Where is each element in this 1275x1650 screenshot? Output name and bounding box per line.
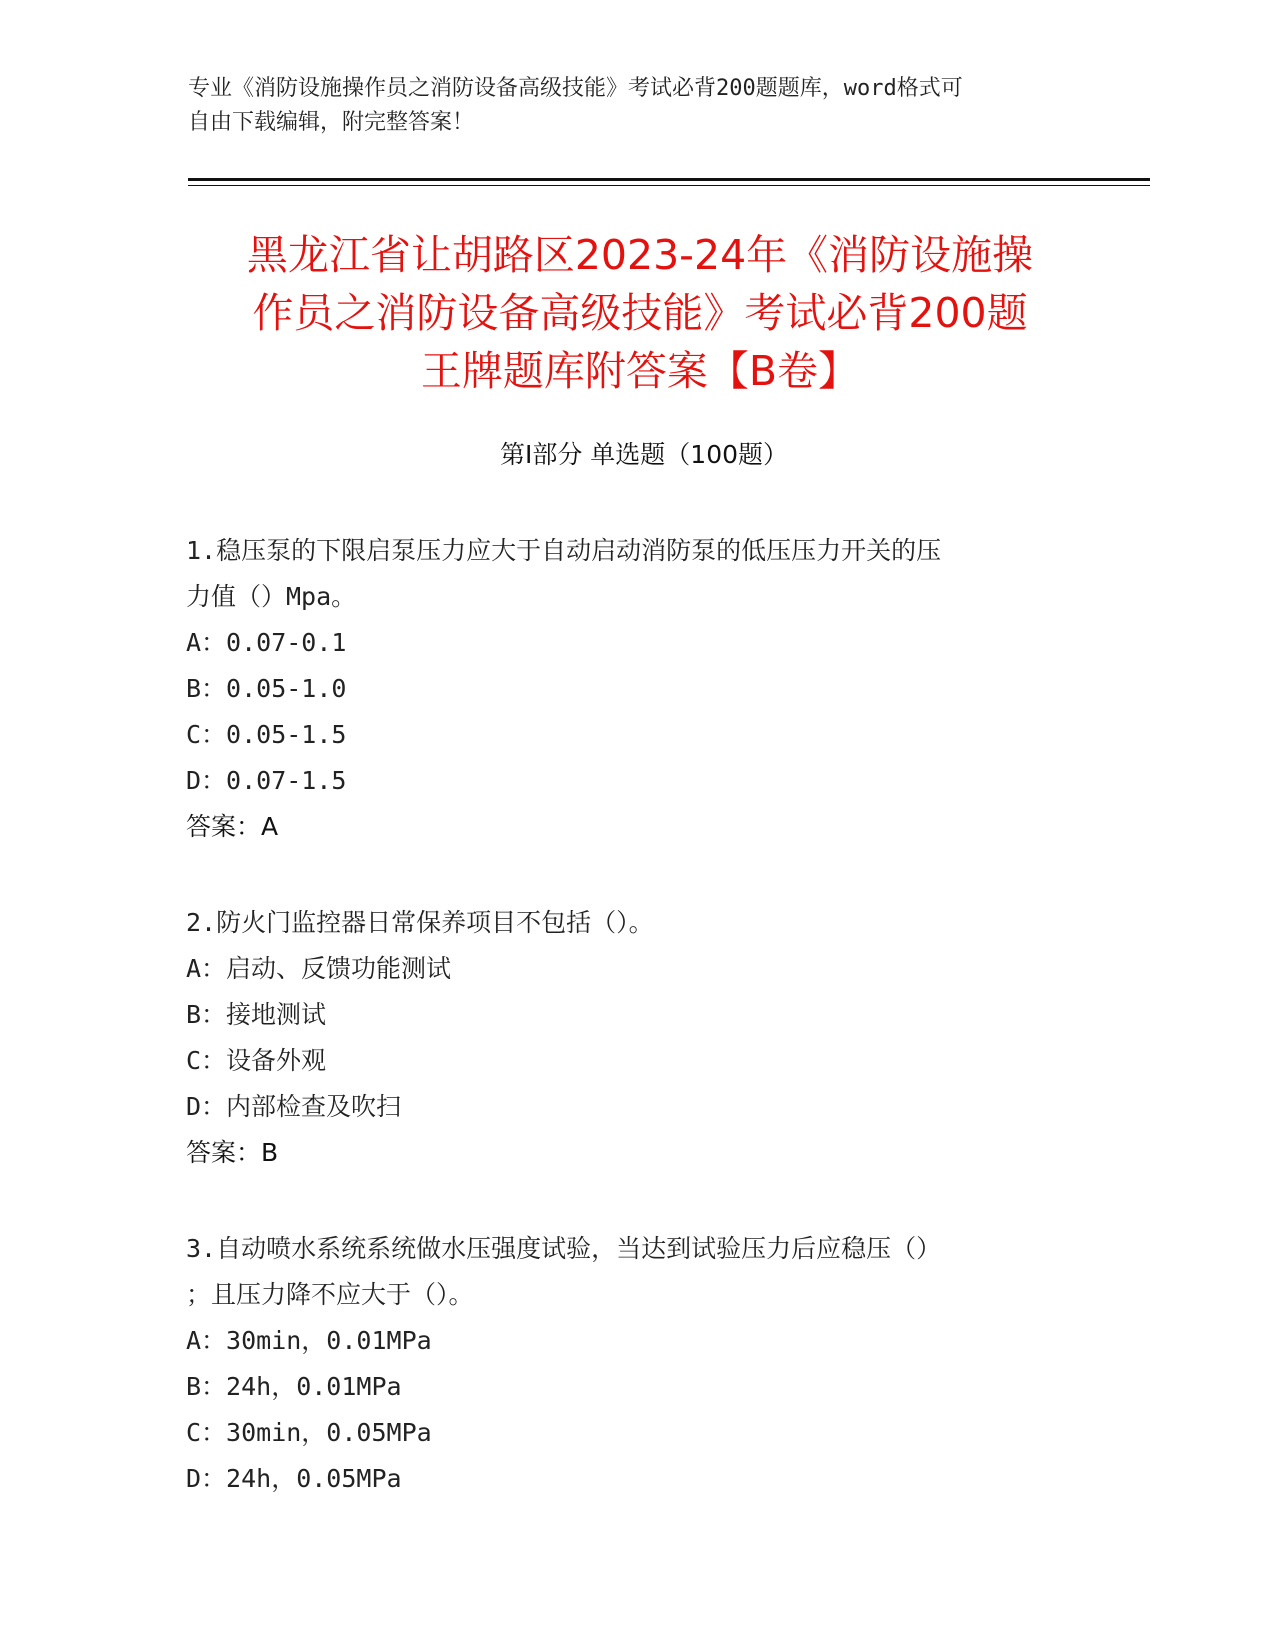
question-2 [186, 900, 1086, 1176]
option-b: B：24h，0.01MPa [186, 1372, 402, 1401]
header-note-line-1: 专业《消防设施操作员之消防设备高级技能》考试必背200题题库，word格式可 [188, 76, 963, 101]
answer-line: 答案：A [186, 812, 279, 841]
question-stem-continued: ；且压力降不应大于（）。 [186, 1280, 474, 1309]
option-d: D：内部检查及吹扫 [186, 1092, 402, 1121]
question-stem-continued: 力值（）Mpa。 [186, 582, 357, 611]
option-a: A：30min，0.01MPa [186, 1326, 432, 1355]
header-divider-thick [188, 178, 1150, 181]
option-c: C：30min，0.05MPa [186, 1418, 432, 1447]
header-note-line-2: 自由下载编辑，附完整答案！ [188, 110, 475, 135]
answer-line: 答案：B [186, 1138, 279, 1167]
option-b: B：0.05-1.0 [186, 674, 347, 703]
title-line-1: 黑龙江省让胡路区2023-24年《消防设施操 [246, 231, 1034, 279]
question-stem: 2.防火门监控器日常保养项目不包括（）。 [186, 908, 654, 937]
option-c: C：设备外观 [186, 1046, 327, 1075]
title-line-3: 王牌题库附答案【B卷】 [420, 347, 860, 395]
question-stem: 3.自动喷水系统系统做水压强度试验，当达到试验压力后应稳压（） [186, 1234, 942, 1263]
option-a: A：0.07-0.1 [186, 628, 347, 657]
title-line-2: 作员之消防设备高级技能》考试必背200题 [252, 289, 1028, 337]
document-header-note [188, 72, 1088, 140]
option-d: D：0.07-1.5 [186, 766, 347, 795]
question-stem: 1.稳压泵的下限启泵压力应大于自动启动消防泵的低压压力开关的压 [186, 536, 942, 565]
question-list [186, 528, 1086, 1552]
document-title [190, 226, 1090, 400]
option-a: A：启动、反馈功能测试 [186, 954, 452, 983]
question-3 [186, 1226, 1086, 1502]
option-d: D：24h，0.05MPa [186, 1464, 402, 1493]
option-c: C：0.05-1.5 [186, 720, 347, 749]
header-divider-thin [188, 185, 1150, 186]
option-b: B：接地测试 [186, 1000, 327, 1029]
question-1 [186, 528, 1086, 850]
section-heading: 第Ⅰ部分 单选题（100题） [499, 440, 789, 469]
